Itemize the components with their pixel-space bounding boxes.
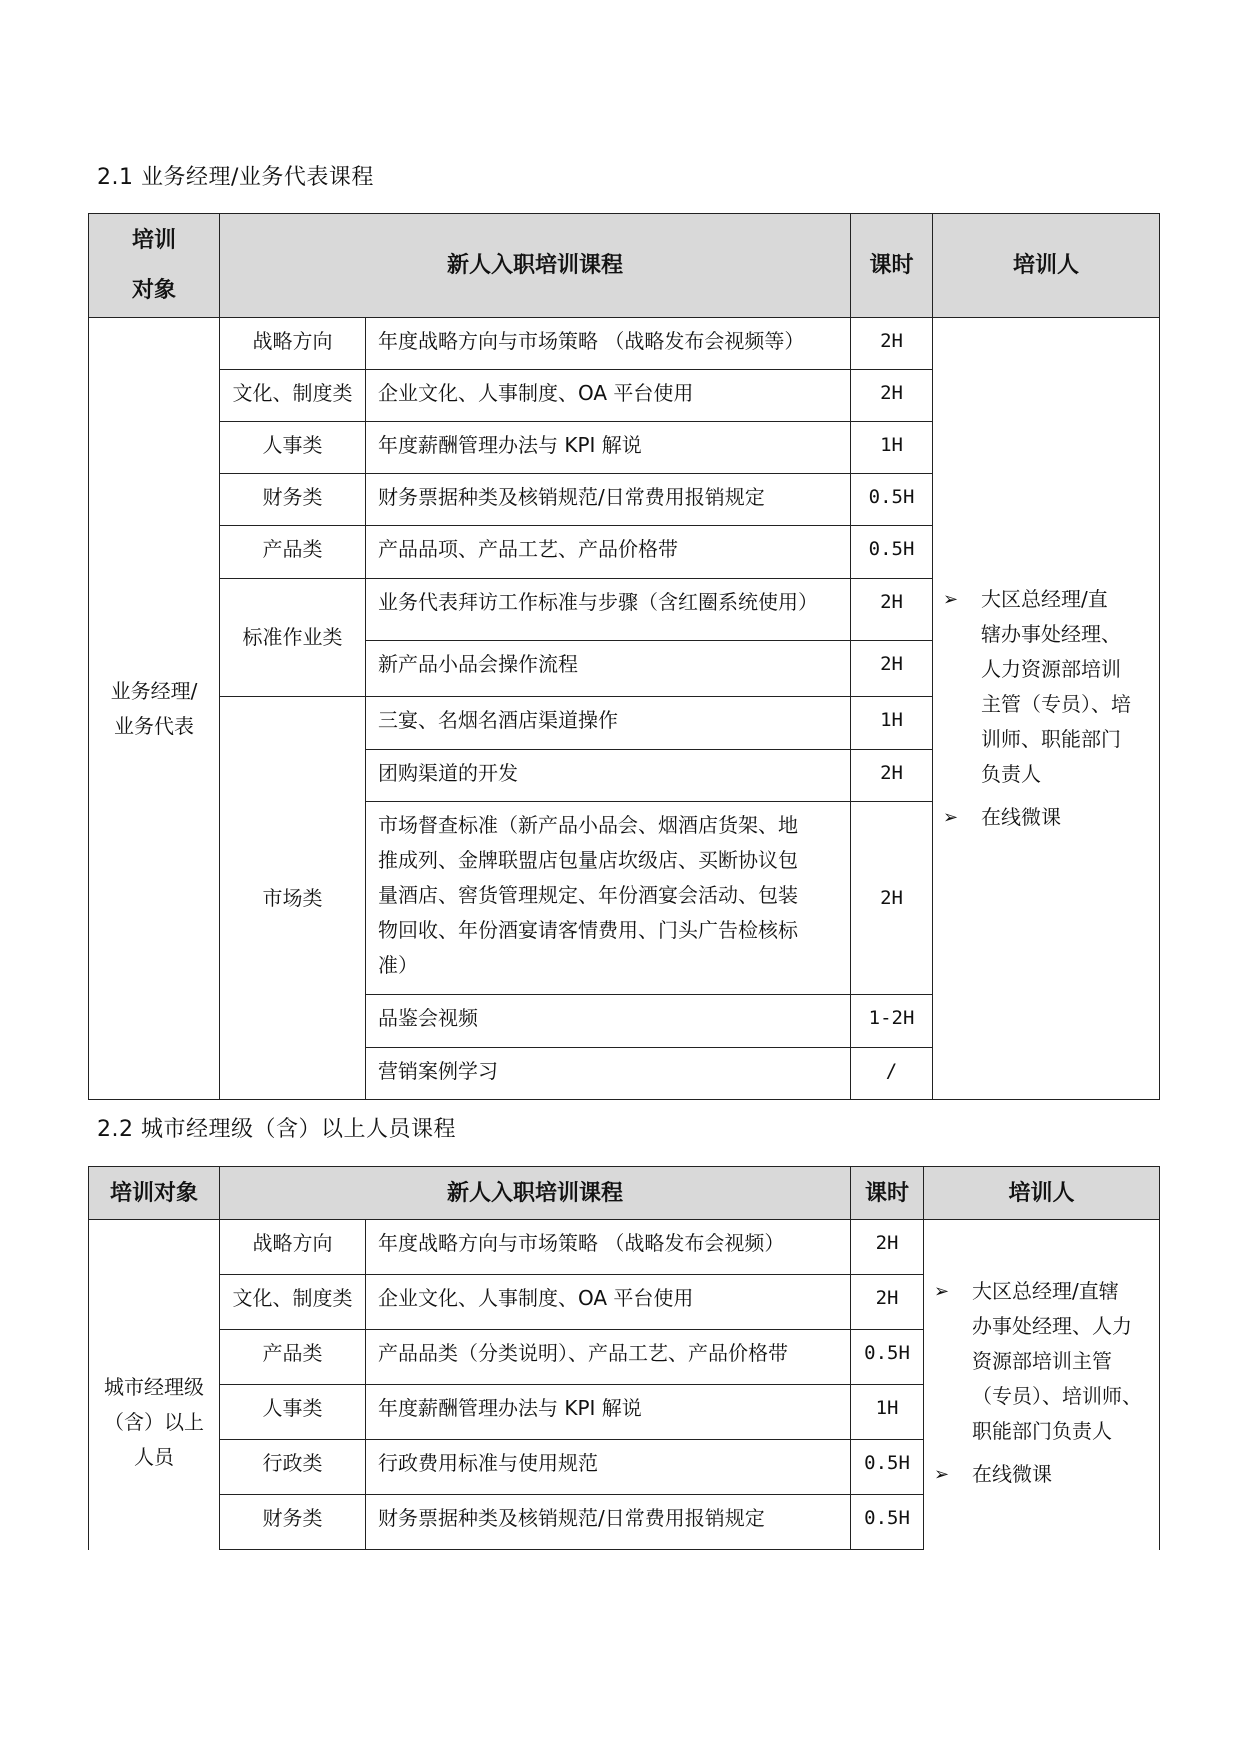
header-hours: 课时 [851,214,933,318]
course-cell: 业务代表拜访工作标准与步骤（含红圈系统使用） [366,579,851,641]
header-target: 培训 对象 [89,214,220,318]
course-table-2-1 [88,213,1160,1100]
hours-cell: 0.5H [851,474,933,526]
category-cell: 市场类 [220,697,366,1100]
category-cell: 行政类 [220,1440,366,1495]
hours-cell: 0.5H [851,1440,924,1495]
arrow-bullet-icon: ➢ [934,1281,950,1302]
course-table-2-2 [88,1166,1160,1550]
course-cell: 产品品项、产品工艺、产品价格带 [366,526,851,579]
category-cell: 标准作业类 [220,579,366,697]
trainer-cell [933,318,1160,1100]
category-cell: 产品类 [220,526,366,579]
hours-cell: 0.5H [851,526,933,579]
arrow-bullet-icon: ➢ [934,1464,950,1485]
hours-cell: 1H [851,422,933,474]
course-cell: 新产品小品会操作流程 [366,641,851,697]
hours-cell: 1H [851,697,933,750]
hours-cell: 1-2H [851,995,933,1048]
category-cell: 财务类 [220,1495,366,1550]
course-cell: 企业文化、人事制度、OA 平台使用 [366,1275,851,1330]
course-cell: 财务票据种类及核销规范/日常费用报销规定 [366,1495,851,1550]
training-target: 业务经理/ 业务代表 [89,318,220,1100]
header-course: 新人入职培训课程 [220,214,851,318]
category-cell: 战略方向 [220,318,366,370]
category-cell: 战略方向 [220,1220,366,1275]
section-heading-2-2: 2.2 城市经理级（含）以上人员课程 [97,1117,456,1142]
course-cell: 三宴、名烟名酒店渠道操作 [366,697,851,750]
trainer-item: ➢ 在线微课 [943,800,1149,835]
category-cell: 文化、制度类 [220,1275,366,1330]
hours-cell: 2H [851,750,933,802]
hours-cell: 0.5H [851,1330,924,1385]
header-trainer: 培训人 [924,1167,1160,1220]
hours-cell: 2H [851,370,933,422]
header-target: 培训对象 [89,1167,220,1220]
trainer-item: ➢ 在线微课 [934,1457,1149,1492]
category-cell: 人事类 [220,1385,366,1440]
course-cell: 产品品类（分类说明）、产品工艺、产品价格带 [366,1330,851,1385]
course-cell: 营销案例学习 [366,1048,851,1100]
category-cell: 产品类 [220,1330,366,1385]
course-cell: 年度薪酬管理办法与 KPI 解说 [366,422,851,474]
arrow-bullet-icon: ➢ [943,807,959,828]
course-cell: 年度战略方向与市场策略 （战略发布会视频） [366,1220,851,1275]
header-course: 新人入职培训课程 [220,1167,851,1220]
hours-cell: 2H [851,802,933,995]
header-trainer: 培训人 [933,214,1160,318]
course-cell: 年度薪酬管理办法与 KPI 解说 [366,1385,851,1440]
hours-cell: 2H [851,1275,924,1330]
hours-cell: 2H [851,1220,924,1275]
hours-cell: 1H [851,1385,924,1440]
hours-cell: 2H [851,641,933,697]
hours-cell: / [851,1048,933,1100]
category-cell: 财务类 [220,474,366,526]
course-cell: 行政费用标准与使用规范 [366,1440,851,1495]
course-cell: 市场督查标准（新产品小品会、烟酒店货架、地 推成列、金牌联盟店包量店坎级店、买断协议包 量酒店、窖货管理规定、年份酒宴会活动、包装 物回收、年份酒宴请客情费用、门头广告检核标 准） [366,802,851,995]
course-cell: 团购渠道的开发 [366,750,851,802]
course-cell: 品鉴会视频 [366,995,851,1048]
category-cell: 人事类 [220,422,366,474]
category-cell: 文化、制度类 [220,370,366,422]
arrow-bullet-icon: ➢ [943,589,959,610]
trainer-item: ➢ 大区总经理/直辖 办事处经理、人力 资源部培训主管 （专员）、培训师、 职能部门负责人 [934,1274,1149,1449]
section-heading-2-1: 2.1 业务经理/业务代表课程 [97,165,374,190]
hours-cell: 0.5H [851,1495,924,1550]
trainer-item: ➢ 大区总经理/直 辖办事处经理、 人力资源部培训 主管（专员）、培 训师、职能部门 负责人 [943,582,1149,792]
course-cell: 财务票据种类及核销规范/日常费用报销规定 [366,474,851,526]
header-hours: 课时 [851,1167,924,1220]
trainer-cell [924,1220,1160,1550]
training-target: 城市经理级 （含）以上 人员 [89,1220,220,1550]
course-cell: 企业文化、人事制度、OA 平台使用 [366,370,851,422]
course-cell: 年度战略方向与市场策略 （战略发布会视频等） [366,318,851,370]
hours-cell: 2H [851,318,933,370]
hours-cell: 2H [851,579,933,641]
